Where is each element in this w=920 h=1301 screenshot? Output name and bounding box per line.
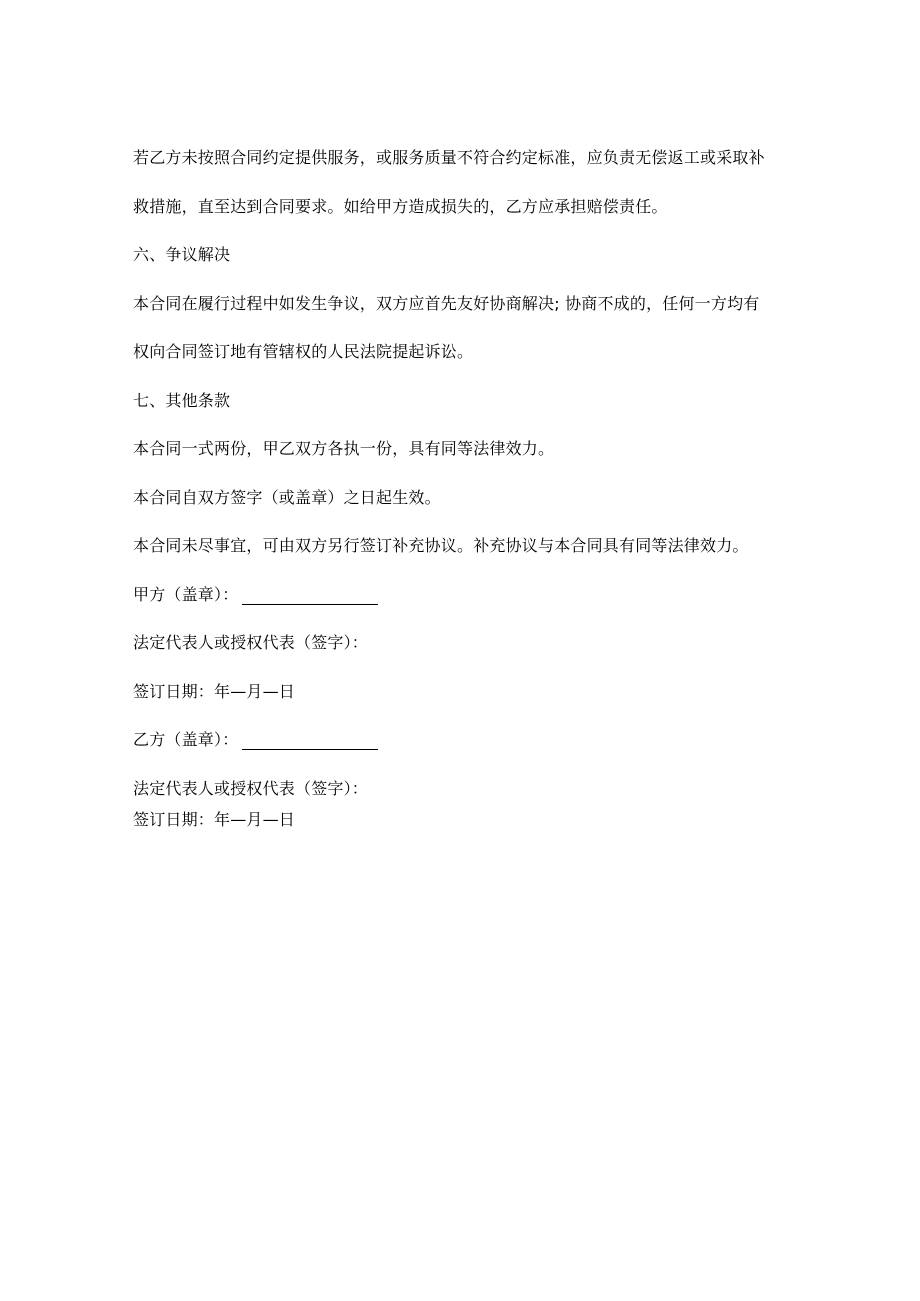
section-7-item-2: 本合同自双方签字（或盖章）之日起生效。 [133, 488, 441, 507]
clause-5-continuation-line-2: 救措施，直至达到合同要求。如给甲方造成损失的，乙方应承担赔偿责任。 [133, 197, 668, 216]
section-6-line-1: 本合同在履行过程中如发生争议，双方应首先友好协商解决; 协商不成的，任何一方均有 [133, 294, 760, 313]
section-6-line-2: 权向合同签订地有管辖权的人民法院提起诉讼。 [133, 342, 474, 361]
section-7-item-3: 本合同未尽事宜，可由双方另行签订补充协议。补充协议与本合同具有同等法律效力。 [133, 536, 749, 555]
party-b-seal-label: 乙方（盖章）： [133, 730, 239, 749]
section-7-item-1: 本合同一式两份，甲乙双方各执一份，具有同等法律效力。 [133, 439, 555, 458]
party-b-representative-label: 法定代表人或授权代表（签字）： [133, 779, 369, 798]
party-b-seal-blank [242, 733, 378, 750]
party-a-representative-label: 法定代表人或授权代表（签字）： [133, 633, 369, 652]
party-a-seal-blank [242, 588, 378, 605]
party-a-seal-row [133, 585, 378, 605]
party-a-seal-label: 甲方（盖章）： [133, 585, 239, 604]
party-a-sign-date: 签订日期：年—月—日 [133, 682, 296, 701]
clause-5-continuation-line-1: 若乙方未按照合同约定提供服务，或服务质量不符合约定标准，应负责无偿返工或采取补 [133, 148, 765, 167]
section-7-heading: 七、其他条款 [133, 391, 231, 410]
section-6-heading: 六、争议解决 [133, 245, 231, 264]
party-b-sign-date: 签订日期：年—月—日 [133, 810, 296, 829]
party-b-seal-row [133, 730, 378, 750]
